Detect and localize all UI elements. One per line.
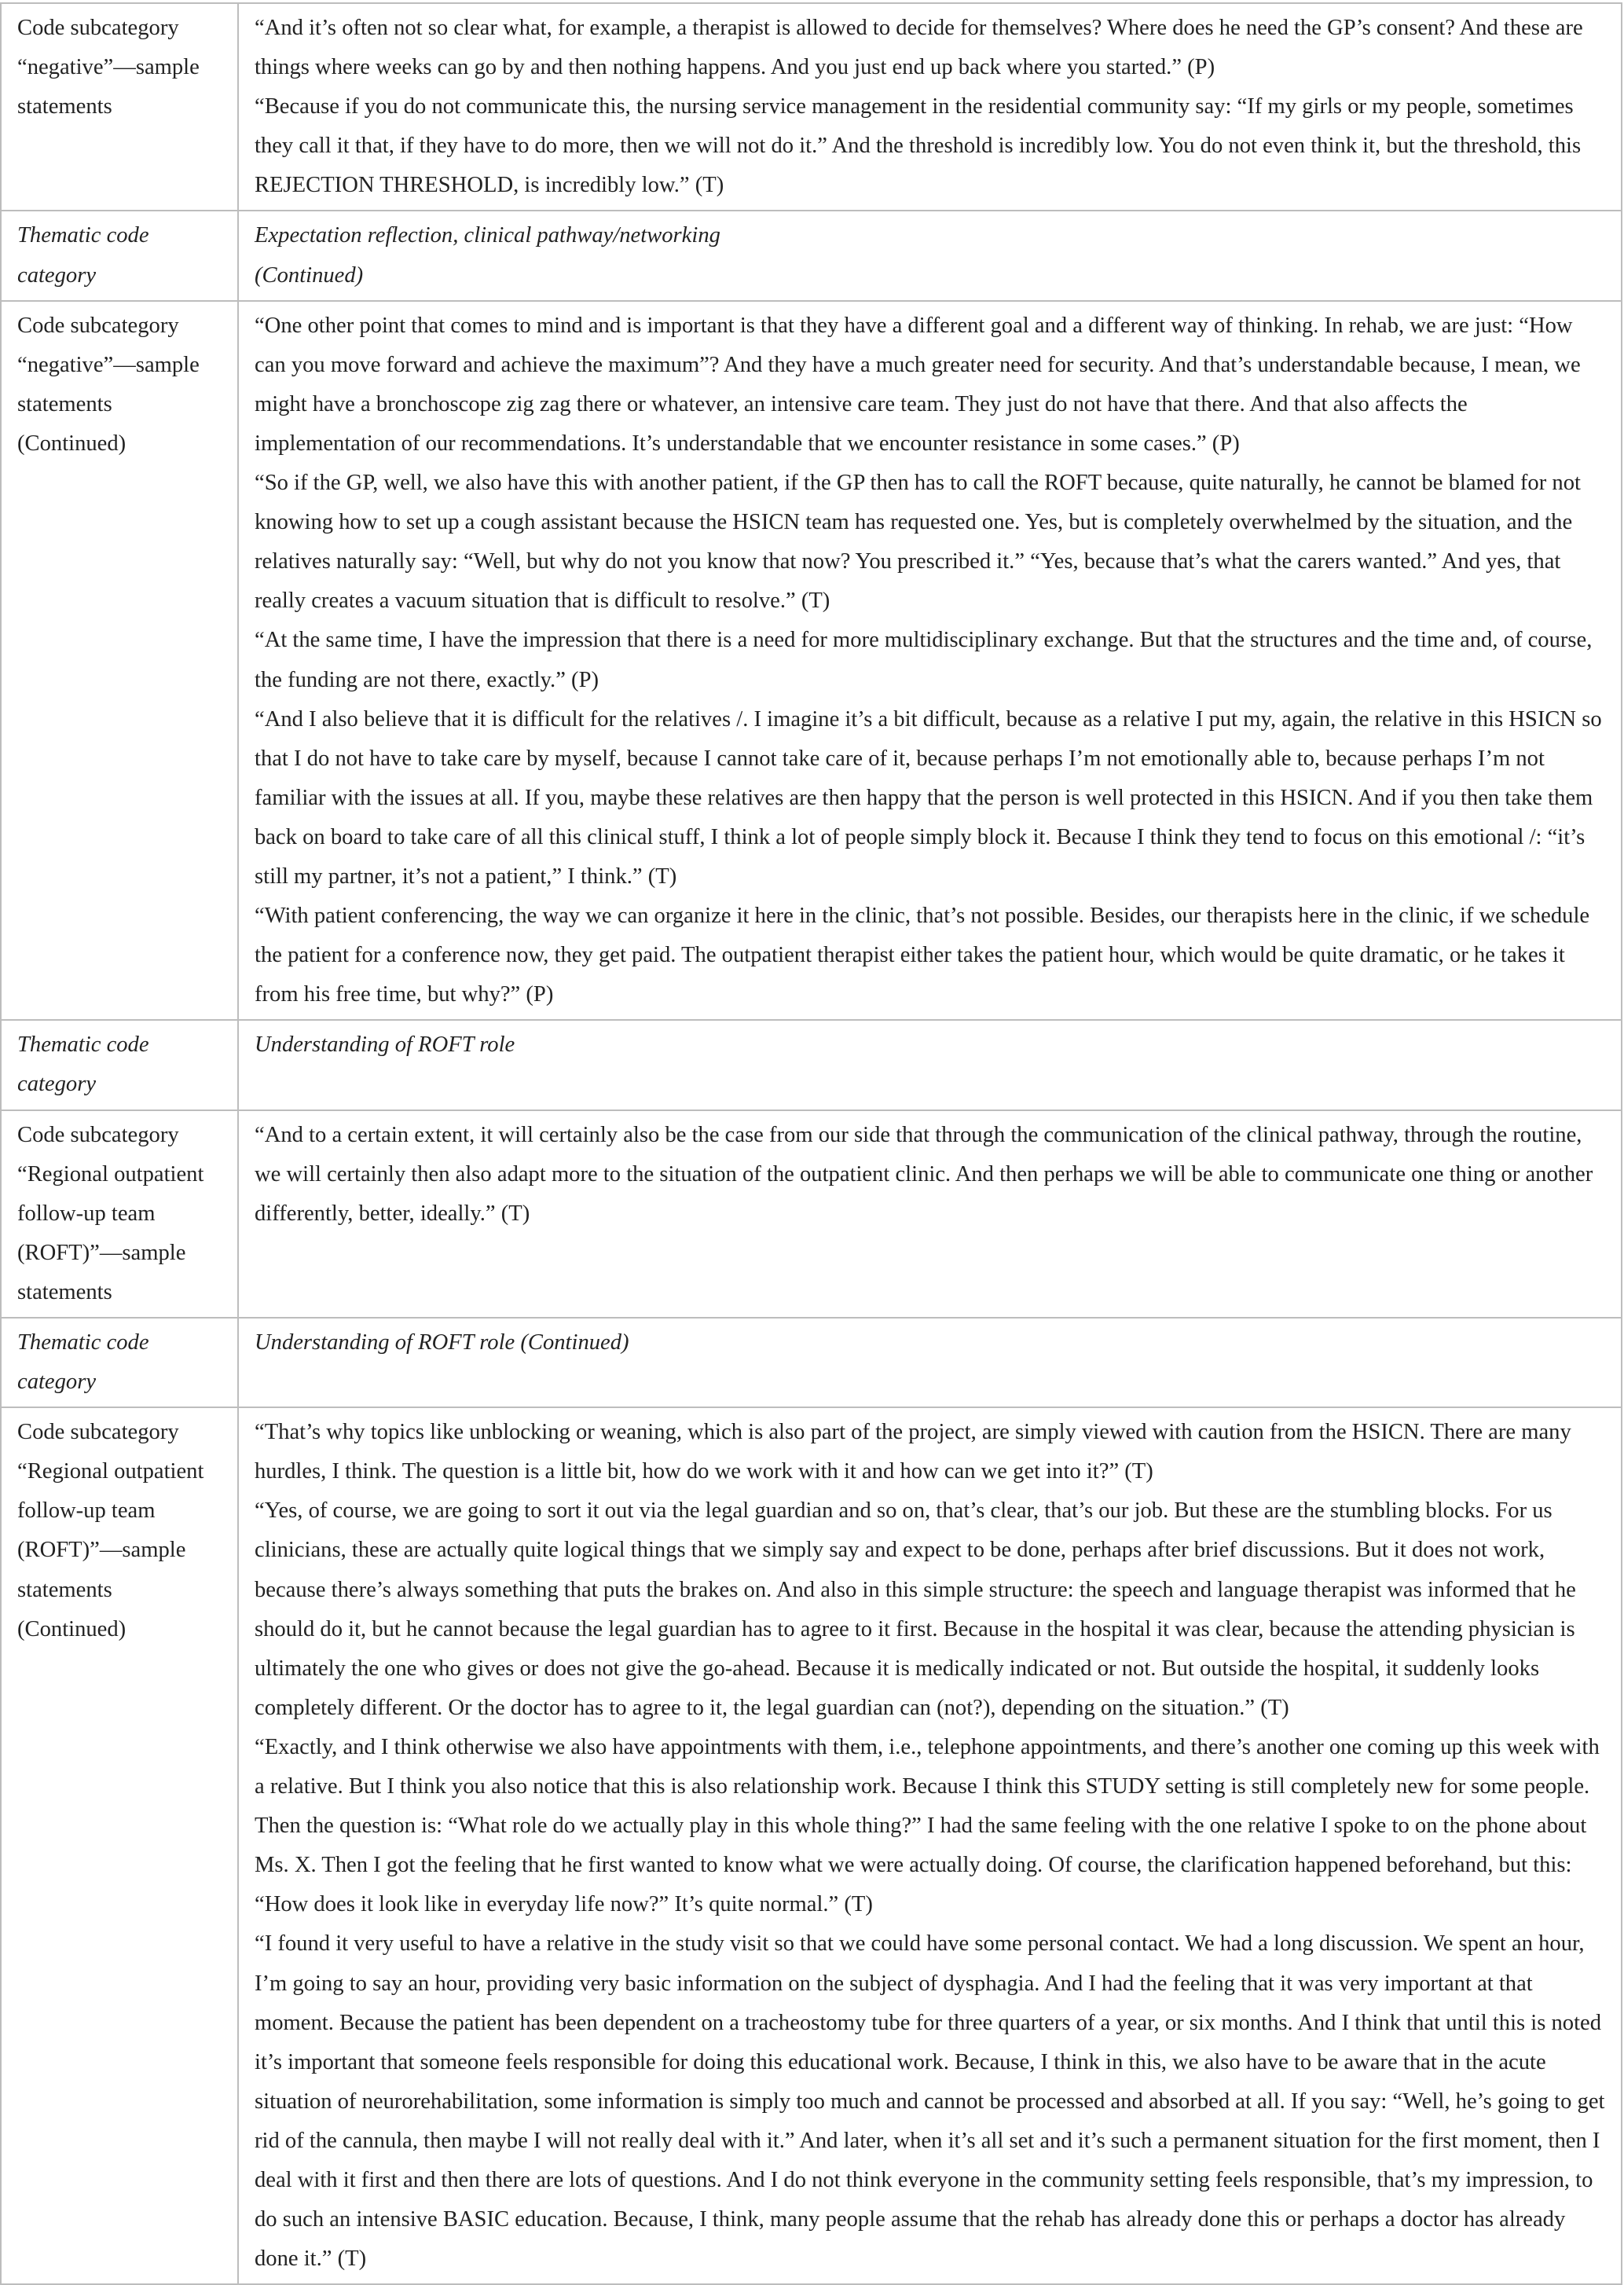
quote-paragraph: “And it’s often not so clear what, for example, a therapist is allowed to decide for themselves? Where does he need the GP’s consent? And these are things where weeks can go by and then nothing happens. And you just end up back where you started.” (P) bbox=[255, 16, 1583, 80]
row-label-line: (Continued) bbox=[17, 1616, 126, 1641]
row-label-cell bbox=[1, 1407, 238, 2284]
row-label-line: statements bbox=[17, 1279, 112, 1304]
row-label-line: (Continued) bbox=[17, 431, 126, 456]
table-row bbox=[1, 211, 1622, 300]
row-content-cell bbox=[238, 1110, 1622, 1318]
quote-paragraph: “And to a certain extent, it will certainly also be the case from our side that through the communication of the clinical pathway, through the routine, we will certainly then also adapt more to the situation of the outpatient clinic. And then perhaps we will be able to communicate one thing or another differently, better, ideally.” (T) bbox=[255, 1122, 1593, 1226]
row-label-line: “Regional outpatient bbox=[17, 1161, 204, 1187]
row-label-cell bbox=[1, 301, 238, 1021]
category-title: Understanding of ROFT role (Continued) bbox=[255, 1330, 629, 1355]
row-label-cell bbox=[1, 3, 238, 211]
row-content-cell bbox=[238, 301, 1622, 1021]
category-title: Expectation reflection, clinical pathway/networking bbox=[255, 223, 720, 248]
row-content-cell bbox=[238, 1318, 1622, 1407]
row-label-line: Thematic code bbox=[17, 1330, 149, 1355]
quote-paragraph: “At the same time, I have the impression that there is a need for more multidisciplinary exchange. But that the structures and the time and, of course, the funding are not there, exactly.” (P) bbox=[255, 628, 1593, 692]
row-label-line: category bbox=[17, 1072, 97, 1097]
quote-paragraph: “One other point that comes to mind and is important is that they have a different goal and a different way of thinking. In rehab, we are just: “How can you move forward and achieve the maximum”? And they have a much greater need for security. And that’s understandable because, I mean, we might have a bronchoscope zig zag there or whatever, an intensive care team. They just do not have that there. And that also affects the implementation of our recommendations. It’s understandable that we encounter resistance in some cases.” (P) bbox=[255, 313, 1581, 456]
row-label-line: statements bbox=[17, 391, 112, 416]
row-label-cell bbox=[1, 211, 238, 300]
row-label-line: Thematic code bbox=[17, 1032, 149, 1058]
row-label-cell bbox=[1, 1020, 238, 1109]
table-row bbox=[1, 3, 1622, 211]
quote-paragraph: “Because if you do not communicate this, the nursing service management in the residential community say: “If my girls or my people, sometimes they call it that, if they have to do more, then we will not do it.” And the threshold is incredibly low. You do not even think it, but the threshold, this REJECTION THRESHOLD, is incredibly low.” (T) bbox=[255, 94, 1582, 198]
row-label-line: “Regional outpatient bbox=[17, 1459, 204, 1484]
table-row bbox=[1, 301, 1622, 1021]
quote-paragraph: “Exactly, and I think otherwise we also have appointments with them, i.e., telephone appointments, and there’s another one coming up this week with a relative. But I think you also notice that this is also relationship work. Because I think this STUDY setting is still completely new for some people. Then the question is: “What role do we actually play in this whole thing?” I had the same feeling with the one relative I spoke to on the phone about Ms. X. Then I got the feeling that he first wanted to know what we were actually doing. Of course, the clarification happened beforehand, but this: “How does it look like in everyday life now?” It’s quite normal.” (T) bbox=[255, 1734, 1600, 1917]
row-label-line: “negative”—sample bbox=[17, 352, 200, 377]
category-title: Understanding of ROFT role bbox=[255, 1032, 515, 1058]
quote-paragraph: “So if the GP, well, we also have this with another patient, if the GP then has to call the ROFT because, quite naturally, he cannot be blamed for not knowing how to set up a cough assistant because the HSICN team has requested one. Yes, but is completely overwhelmed by the situation, and the relatives naturally say: “Well, but why do not you know that now? You prescribed it.” “Yes, because that’s what the carers wanted.” And yes, that really creates a vacuum situation that is difficult to resolve.” (T) bbox=[255, 471, 1581, 614]
row-label-line: Code subcategory bbox=[17, 16, 179, 40]
row-label-line: category bbox=[17, 262, 97, 288]
row-content-cell bbox=[238, 1020, 1622, 1109]
row-label-line: follow-up team bbox=[17, 1201, 156, 1226]
row-label-line: “negative”—sample bbox=[17, 55, 200, 80]
quote-paragraph: “With patient conferencing, the way we can organize it here in the clinic, that’s not possible. Besides, our therapists here in the clinic, if we schedule the patient for a conference now, they get paid. The outpatient therapist either takes the patient hour, which would be quite dramatic, or he takes it from his free time, but why?” (P) bbox=[255, 904, 1590, 1007]
quote-paragraph: “I found it very useful to have a relative in the study visit so that we could have some personal contact. We had a long discussion. We spent an hour, I’m going to say an hour, providing very basic information on the subject of dysphagia. And I had the feeling that it was very important at that moment. Because the patient has been dependent on a tracheostomy tube for three quarters of a year, or six months. And I think that until this is noted it’s important that someone feels responsible for doing this educational work. Because, I think in this, we also have to be aware that in the acute situation of neurorehabilitation, some information is simply too much and cannot be processed and absorbed at all. If you say: “Well, he’s going to get rid of the cannula, then maybe I will not really deal with it.” And later, when it’s all set and it’s such a permanent situation for the first moment, then I deal with it first and then there are lots of questions. And I do not think everyone in the community setting feels responsible, that’s my impression, to do such an intensive BASIC education. Because, I think, many people assume that the rehab has already done this or perhaps a doctor has already done it.” (T) bbox=[255, 1931, 1605, 2272]
row-content-cell bbox=[238, 3, 1622, 211]
row-label-line: (ROFT)”—sample bbox=[17, 1538, 186, 1563]
row-label-line: statements bbox=[17, 94, 112, 119]
table-row bbox=[1, 1020, 1622, 1109]
row-label-line: Code subcategory bbox=[17, 1420, 179, 1445]
interview-quotes-table bbox=[0, 2, 1622, 2285]
row-label-line: follow-up team bbox=[17, 1498, 156, 1524]
row-label-line: statements bbox=[17, 1577, 112, 1602]
quote-paragraph: “Yes, of course, we are going to sort it out via the legal guardian and so on, that’s clear, that’s our job. But these are the stumbling blocks. For us clinicians, these are actually quite logical things that we simply say and expect to be done, perhaps after brief discussions. But it does not work, because there’s always something that puts the brakes on. And also in this simple structure: the speech and language therapist was informed that he should do it, but he cannot because the legal guardian has to agree to it first. Because in the hospital it was clear, because the attending physician is ultimately the one who gives or does not give the go-ahead. Because it is medically indicated or not. But outside the hospital, it suddenly looks completely different. Or the doctor has to agree to it, the legal guardian can (not?), depending on the situation.” (T) bbox=[255, 1498, 1576, 1720]
quote-paragraph: “That’s why topics like unblocking or weaning, which is also part of the project, are simply viewed with caution from the HSICN. There are many hurdles, I think. The question is a little bit, how do we work with it and how can we get into it?” (T) bbox=[255, 1420, 1571, 1484]
table-row bbox=[1, 1318, 1622, 1407]
row-label-cell bbox=[1, 1110, 238, 1318]
row-label-cell bbox=[1, 1318, 238, 1407]
table-row bbox=[1, 1407, 1622, 2284]
row-content-cell bbox=[238, 211, 1622, 300]
table-row bbox=[1, 1110, 1622, 1318]
continued-note: (Continued) bbox=[255, 262, 364, 288]
row-label-line: Code subcategory bbox=[17, 313, 179, 338]
row-label-line: Thematic code bbox=[17, 223, 149, 248]
quote-paragraph: “And I also believe that it is difficult for the relatives /. I imagine it’s a bit difficult, because as a relative I put my, again, the relative in this HSICN so that I do not have to take care by myself, because I cannot take care of it, because perhaps I’m not emotionally able to, because perhaps I’m not familiar with the issues at all. If you, maybe these relatives are then happy that the person is well protected in this HSICN. And if you then take them back on board to take care of all this clinical stuff, I think a lot of people simply block it. Because I think they tend to focus on this emotional /: “it’s still my partner, it’s not a patient,” I think.” (T) bbox=[255, 706, 1602, 889]
row-label-line: category bbox=[17, 1370, 97, 1395]
row-label-line: Code subcategory bbox=[17, 1122, 179, 1147]
row-label-line: (ROFT)”—sample bbox=[17, 1240, 186, 1265]
row-content-cell bbox=[238, 1407, 1622, 2284]
